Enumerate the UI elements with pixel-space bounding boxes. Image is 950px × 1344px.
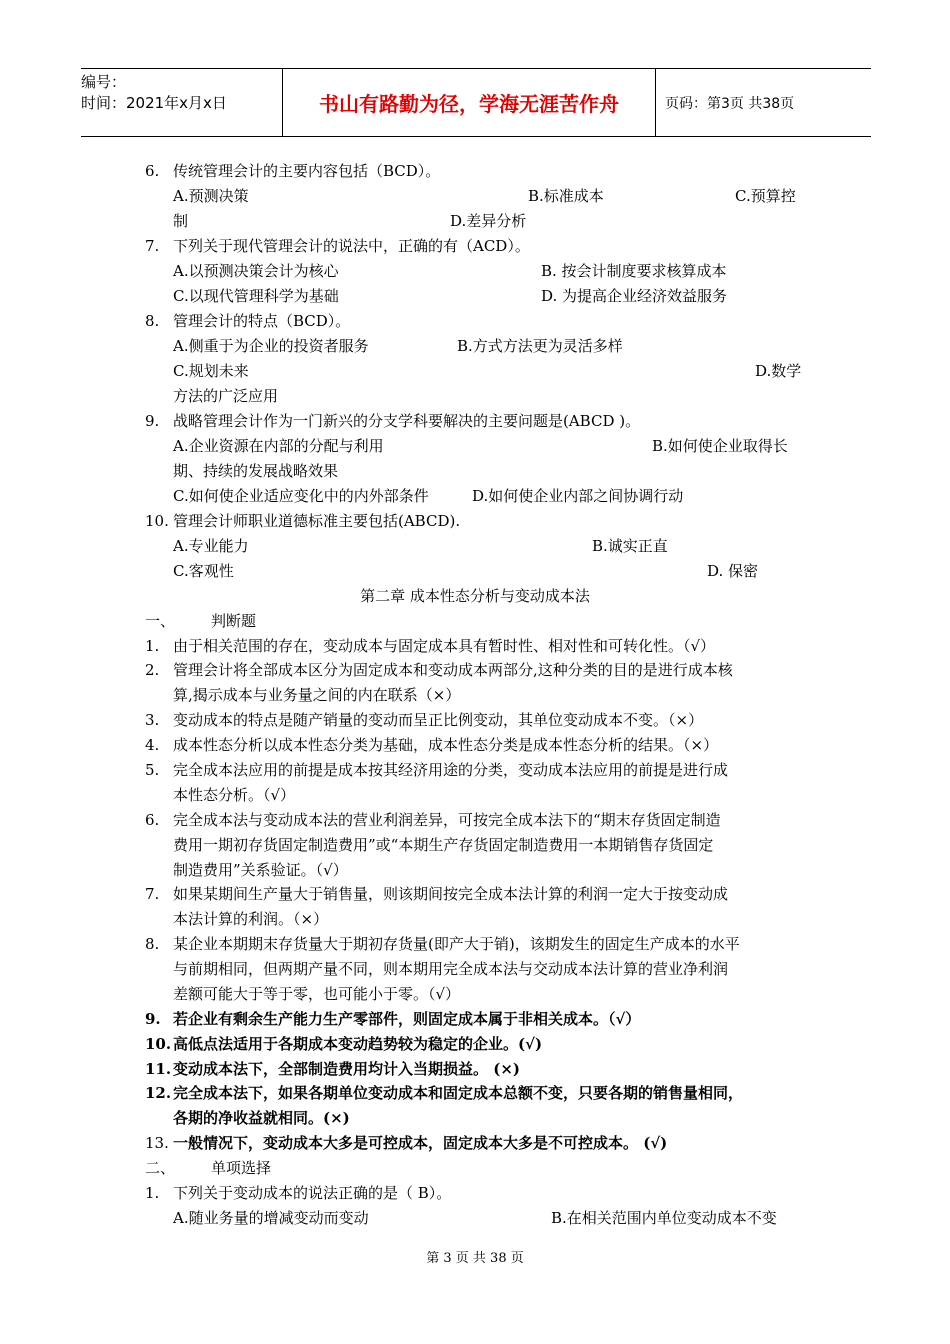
text-line: A.企业资源在内部的分配与利用 <box>173 437 384 455</box>
text-line: 差额可能大于等于零，也可能小于零。（√） <box>173 985 461 1003</box>
text-line: 本法计算的利润。（×） <box>173 910 329 928</box>
text-line: B.方式方法更为灵活多样 <box>457 337 623 355</box>
item-number: 1. <box>145 637 160 655</box>
text-line: 传统管理会计的主要内容包括（BCD）。 <box>173 162 441 180</box>
item-number: 4. <box>145 736 160 754</box>
text-line: 方法的广泛应用 <box>173 387 279 405</box>
item-number: 2. <box>145 661 160 679</box>
text-line: 管理会计师职业道德标准主要包括(ABCD). <box>173 512 461 530</box>
text-line: 制造费用”关系验证。（√） <box>173 861 348 879</box>
text-line: A.随业务量的增减变动而变动 <box>173 1209 369 1227</box>
item-number: 13. <box>145 1134 169 1152</box>
item-number: 1. <box>145 1184 160 1202</box>
text-line: D.如何使企业内部之间协调行动 <box>472 487 684 505</box>
header-motto: 书山有路勤为径，学海无涯苦作舟 <box>282 69 656 136</box>
text-line: 本性态分析。（√） <box>173 786 296 804</box>
item-number: 9. <box>145 412 160 430</box>
text-line: C.预算控 <box>735 187 796 205</box>
text-line: 由于相关范围的存在，变动成本与固定成本具有暂时性、相对性和可转化性。（√） <box>173 637 716 655</box>
text-line: D.数学 <box>755 362 802 380</box>
text-line: 期、持续的发展战略效果 <box>173 462 339 480</box>
text-line: 算,揭示成本与业务量之间的内在联系（×） <box>173 686 461 704</box>
item-number: 7. <box>145 885 160 903</box>
header-left <box>81 69 281 139</box>
text-line: 变动成本的特点是随产销量的变动而呈正比例变动，其单位变动成本不变。（×） <box>173 711 704 729</box>
text-line: B.在相关范围内单位变动成本不变 <box>551 1209 777 1227</box>
text-line: 与前期相同，但两期产量不同，则本期用完全成本法与交动成本法计算的营业净利润 <box>173 960 729 978</box>
text-line: 变动成本法下，全部制造费用均计入当期损益。 (×) <box>173 1060 520 1078</box>
text-line: 费用一期初存货固定制造费用”或“本期生产存货固定制造费用一本期销售存货固定 <box>173 836 714 854</box>
item-number: 8. <box>145 935 160 953</box>
text-line: 各期的净收益就相同。(×) <box>173 1109 350 1127</box>
text-line: 如果某期间生产量大于销售量，则该期间按完全成本法计算的利润一定大于按变动成 <box>173 885 729 903</box>
text-line: 管理会计的特点（BCD）。 <box>173 312 351 330</box>
item-number: 11. <box>145 1060 172 1078</box>
text-line: 完全成本法与变动成本法的营业利润差异，可按完全成本法下的“期末存货固定制造 <box>173 811 721 829</box>
item-number: 6. <box>145 162 160 180</box>
text-line: B.如何使企业取得长 <box>652 437 788 455</box>
chapter-title: 第二章 成本性态分析与变动成本法 <box>360 587 590 605</box>
text-line: 高低点法适用于各期成本变动趋势较为稳定的企业。(√) <box>173 1035 543 1053</box>
page-footer: 第 3 页 共 38 页 <box>426 1251 524 1266</box>
item-number: 3. <box>145 711 160 729</box>
item-number: 6. <box>145 811 160 829</box>
item-number: 9. <box>145 1010 161 1028</box>
item-number: 一、 <box>145 612 176 630</box>
page-header <box>81 68 871 137</box>
text-line: A.侧重于为企业的投资者服务 <box>173 337 369 355</box>
item-number: 5. <box>145 761 160 779</box>
item-number: 8. <box>145 312 160 330</box>
text-line: C.客观性 <box>173 562 234 580</box>
text-line: 完全成本法下，如果各期单位变动成本和固定成本总额不变，只要各期的销售量相同， <box>173 1084 744 1102</box>
item-number: 10. <box>145 1035 172 1053</box>
text-line: 若企业有剩余生产能力生产零部件，则固定成本属于非相关成本。（√） <box>173 1010 641 1028</box>
text-line: 单项选择 <box>211 1159 272 1177</box>
time-label: 时间：2021年x月x日 <box>81 94 227 112</box>
text-line: 下列关于现代管理会计的说法中，正确的有（ACD）。 <box>173 237 530 255</box>
text-line: 下列关于变动成本的说法正确的是（ B）。 <box>173 1184 452 1202</box>
text-line: 制 <box>173 212 189 230</box>
text-line: A.预测决策 <box>173 187 249 205</box>
text-line: B.诚实正直 <box>592 537 668 555</box>
text-line: D. 为提高企业经济效益服务 <box>541 287 728 305</box>
text-line: 成本性态分析以成本性态分类为基础，成本性态分类是成本性态分析的结果。（×） <box>173 736 719 754</box>
text-line: 某企业本期期末存货量大于期初存货量(即产大于销)，该期发生的固定生产成本的水平 <box>173 935 740 953</box>
text-line: C.如何使企业适应变化中的内外部条件 <box>173 487 429 505</box>
text-line: 管理会计将全部成本区分为固定成本和变动成本两部分,这种分类的目的是进行成本核 <box>173 661 733 679</box>
text-line: C.以现代管理科学为基础 <box>173 287 339 305</box>
text-line: B.标准成本 <box>528 187 604 205</box>
text-line: 完全成本法应用的前提是成本按其经济用途的分类，变动成本法应用的前提是进行成 <box>173 761 729 779</box>
text-line: A.专业能力 <box>173 537 249 555</box>
text-line: A.以预测决策会计为核心 <box>173 262 339 280</box>
header-page-info: 页码：第3页 共38页 <box>665 95 795 112</box>
text-line: C.规划未来 <box>173 362 249 380</box>
code-label: 编号： <box>81 73 127 91</box>
text-line: 一般情况下，变动成本大多是可控成本，固定成本大多是不可控成本。 (√) <box>173 1134 668 1152</box>
text-line: D. 保密 <box>707 562 759 580</box>
item-number: 12. <box>145 1084 172 1102</box>
text-line: 判断题 <box>211 612 257 630</box>
text-line: D.差异分析 <box>450 212 527 230</box>
item-number: 二、 <box>145 1159 176 1177</box>
item-number: 10. <box>145 512 169 530</box>
text-line: B. 按会计制度要求核算成本 <box>541 262 727 280</box>
text-line: 战略管理会计作为一门新兴的分支学科要解决的主要问题是(ABCD )。 <box>173 412 641 430</box>
item-number: 7. <box>145 237 160 255</box>
